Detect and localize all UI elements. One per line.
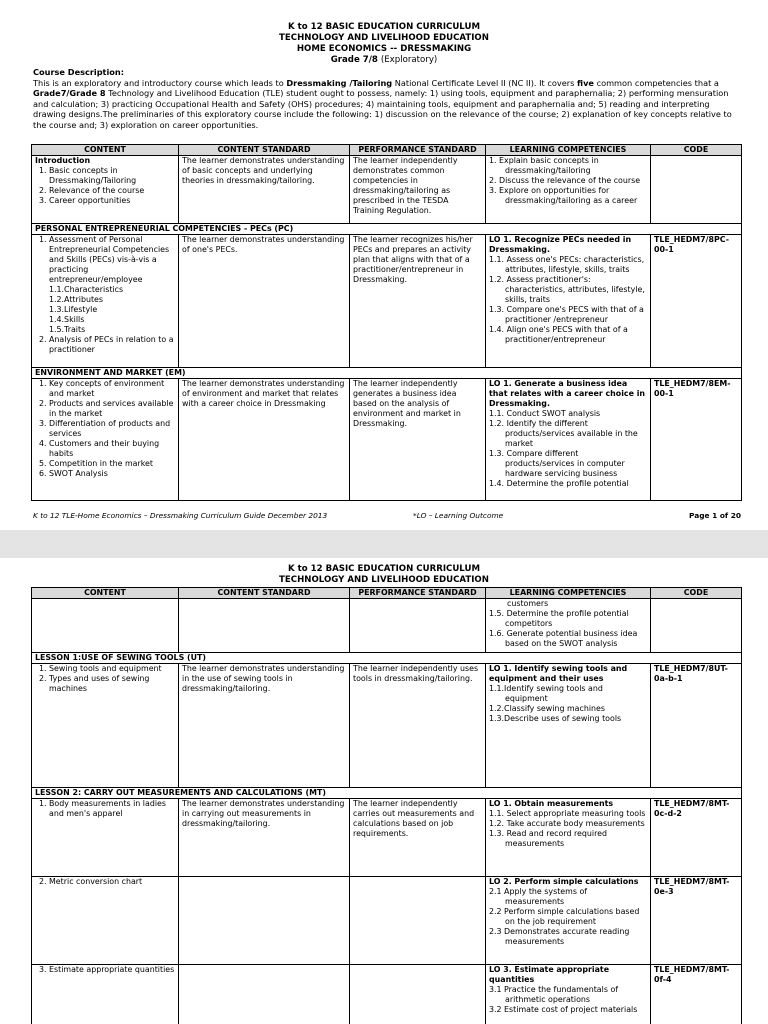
content-standard-cell: The learner demonstrates understanding of environment and market that relates with a career choice in Dressmaking: [179, 379, 350, 501]
list-item: 3. Differentiation of products and services: [49, 419, 175, 439]
list-item: customers: [507, 599, 549, 608]
learning-outcome: LO 1. Recognize PECs needed in Dressmaking.: [489, 235, 632, 254]
list-item: 2.1 Apply the systems of measurements: [489, 887, 588, 906]
footer-note: *LO – Learning Outcome: [413, 511, 504, 520]
list-item: 1.2.Classify sewing machines: [489, 704, 605, 713]
list-item: 2. Products and services available in the market: [49, 399, 175, 419]
intro-title: Introduction: [35, 156, 91, 165]
list-item: 1.2. Assess practitioner's: characteristics, attributes, lifestyle, skills, traits: [489, 275, 645, 304]
learning-outcome: LO 1. Obtain measurements: [489, 799, 614, 808]
table-row: [32, 235, 742, 368]
column-header: PERFORMANCE STANDARD: [350, 588, 486, 599]
list-item: 1.3.Describe uses of sewing tools: [489, 714, 622, 723]
content-cell: [32, 799, 179, 877]
list-item: 2. Types and uses of sewing machines: [49, 674, 175, 694]
content-cell: [32, 379, 179, 501]
list-item: 3. Career opportunities: [49, 196, 175, 206]
code-cell: [651, 599, 742, 653]
section-title: ENVIRONMENT AND MARKET (EM): [32, 368, 742, 379]
list-item: 3. Estimate appropriate quantities: [49, 965, 175, 975]
column-header: CONTENT: [32, 145, 179, 156]
list-item: 2. Relevance of the course: [49, 186, 175, 196]
learning-competencies-cell: [486, 235, 651, 368]
grade-note: (Exploratory): [380, 55, 438, 65]
item-text: Assessment of Personal Entrepreneurial Competencies and Skills (PECs) vis-à-vis a practicing entrepreneur/employee: [49, 235, 170, 284]
learning-outcome: LO 3. Estimate appropriate quantities: [489, 965, 610, 984]
content-cell: [32, 156, 179, 224]
performance-standard-cell: The learner independently uses tools in dressmaking/tailoring.: [350, 664, 486, 788]
page-gap: [0, 530, 768, 558]
list-item: 2.2 Perform simple calculations based on the job requirement: [489, 907, 640, 926]
desc-text: This is an exploratory and introductory course which leads to: [33, 77, 287, 88]
learning-competencies-cell: [486, 379, 651, 501]
list-item: 3.1 Practice the fundamentals of arithmetic operations: [489, 985, 619, 1004]
sub-list: [49, 285, 175, 335]
curriculum-table: [31, 144, 742, 501]
list-item: 2. Discuss the relevance of the course: [489, 176, 641, 185]
column-header: CODE: [651, 588, 742, 599]
list-item: 1. Basic concepts in Dressmaking/Tailoring: [49, 166, 175, 186]
content-cell: [32, 235, 179, 368]
content-cell: [32, 599, 179, 653]
learning-competencies-cell: [486, 599, 651, 653]
list-item: 2.3 Demonstrates accurate reading measurements: [489, 927, 630, 946]
column-header: CONTENT STANDARD: [179, 588, 350, 599]
list-item: 5. Competition in the market: [49, 459, 175, 469]
grade-line: [0, 55, 768, 66]
content-standard-cell: The learner demonstrates understanding in carrying out measurements in dressmaking/tailoring.: [179, 799, 350, 877]
sub-item: 1.4.Skills: [49, 315, 85, 324]
content-cell: [32, 664, 179, 788]
code-cell: TLE_HEDM7/8PC-00-1: [651, 235, 742, 368]
content-standard-cell: The learner demonstrates understanding in the use of sewing tools in dressmaking/tailoring.: [179, 664, 350, 788]
performance-standard-cell: The learner recognizes his/her PECs and prepares an activity plan that aligns with that of a practitioner/entrepreneur in Dressmaking.: [350, 235, 486, 368]
list-item: 1. Key concepts of environment and market: [49, 379, 175, 399]
table-row: [32, 877, 742, 965]
performance-standard-cell: [350, 965, 486, 1024]
column-header: CONTENT: [32, 588, 179, 599]
list-item: 1.3. Compare different products/services in computer hardware servicing business: [489, 449, 625, 478]
content-cell: [32, 965, 179, 1024]
performance-standard-cell: The learner independently demonstrates common competencies in dressmaking/tailoring as prescribed in the TESDA Training Regulation.: [350, 156, 486, 224]
performance-standard-cell: The learner independently generates a business idea based on the analysis of environment and market in Dressmaking.: [350, 379, 486, 501]
desc-bold: Dressmaking /Tailoring: [286, 77, 393, 88]
code-cell: TLE_HEDM7/8MT-0c-d-2: [651, 799, 742, 877]
desc-bold: Grade7/Grade 8: [33, 88, 106, 99]
header-line: TECHNOLOGY AND LIVELIHOOD EDUCATION: [279, 575, 489, 585]
table-row: [32, 799, 742, 877]
section-row: [32, 653, 742, 664]
list-item: 1.2. Take accurate body measurements: [489, 819, 645, 828]
grade: Grade 7/8: [330, 55, 378, 65]
column-header: CONTENT STANDARD: [179, 145, 350, 156]
desc-bold: five: [577, 77, 594, 88]
content-standard-cell: [179, 965, 350, 1024]
learning-competencies-cell: [486, 965, 651, 1024]
code-cell: TLE_HEDM7/8EM-00-1: [651, 379, 742, 501]
table-row: [32, 664, 742, 788]
learning-competencies-cell: [486, 156, 651, 224]
code-cell: TLE_HEDM7/8MT-0e-3: [651, 877, 742, 965]
list-item: 6. SWOT Analysis: [49, 469, 175, 479]
list-item: 3. Explore on opportunities for dressmaking/tailoring as a career: [489, 186, 638, 205]
learning-outcome: LO 2. Perform simple calculations: [489, 877, 639, 886]
section-title: PERSONAL ENTREPRENEURIAL COMPETENCIES - PECs (PC): [32, 224, 742, 235]
list-item: 1.2. Identify the different products/services available in the market: [489, 419, 638, 448]
content-list: [35, 166, 175, 206]
content-standard-cell: The learner demonstrates understanding of basic concepts and underlying theories in dressmaking/tailoring.: [179, 156, 350, 224]
page-header: [0, 22, 768, 66]
desc-text: common competencies that a: [593, 77, 719, 88]
list-item: 1.3. Compare one's PECS with that of a practitioner /entrepreneur: [489, 305, 644, 324]
list-item: 1. Body measurements in ladies and men's apparel: [49, 799, 175, 819]
list-item: 1.4. Determine the profile potential: [489, 479, 629, 488]
header-line: K to 12 BASIC EDUCATION CURRICULUM: [287, 564, 481, 574]
table-row: [32, 599, 742, 653]
code-cell: [651, 156, 742, 224]
list-item: 1. Sewing tools and equipment: [49, 664, 175, 674]
content-list: [35, 965, 175, 975]
table-header-row: [32, 588, 742, 599]
table-row: [32, 156, 742, 224]
list-item: 1.3. Read and record required measurements: [489, 829, 608, 848]
list-item: 2. Analysis of PECs in relation to a practitioner: [49, 335, 175, 355]
list-item: 1. Explain basic concepts in dressmaking/tailoring: [489, 156, 599, 175]
column-header: CODE: [651, 145, 742, 156]
column-header: PERFORMANCE STANDARD: [350, 145, 486, 156]
sub-item: 1.2.Attributes: [49, 295, 104, 304]
list-item: 1.1. Conduct SWOT analysis: [489, 409, 601, 418]
content-list: [35, 664, 175, 694]
table-row: [32, 965, 742, 1024]
section-row: [32, 788, 742, 799]
column-header: LEARNING COMPETENCIES: [486, 588, 651, 599]
course-description-title: Course Description:: [33, 67, 125, 77]
content-standard-cell: The learner demonstrates understanding of one's PECs.: [179, 235, 350, 368]
content-list: [35, 799, 175, 819]
table-row: [32, 379, 742, 501]
performance-standard-cell: The learner independently carries out measurements and calculations based on job requirements.: [350, 799, 486, 877]
content-list: [35, 235, 175, 355]
content-list: [35, 877, 175, 887]
content-standard-cell: [179, 877, 350, 965]
learning-competencies-cell: [486, 877, 651, 965]
list-item: 2. Metric conversion chart: [49, 877, 175, 887]
table-header-row: [32, 145, 742, 156]
section-title: LESSON 1:USE OF SEWING TOOLS (UT): [32, 653, 742, 664]
header-line: HOME ECONOMICS -- DRESSMAKING: [296, 44, 472, 54]
header-line: TECHNOLOGY AND LIVELIHOOD EDUCATION: [279, 33, 489, 43]
list-item: 4. Customers and their buying habits: [49, 439, 175, 459]
list-item: 1.1. Assess one's PECs: characteristics, attributes, lifestyle, skills, traits: [489, 255, 645, 274]
content-standard-cell: [179, 599, 350, 653]
content-list: [35, 379, 175, 479]
page-header: [0, 564, 768, 586]
list-item: 1.1. Select appropriate measuring tools: [489, 809, 646, 818]
list-item: 1.4. Align one's PECS with that of a practitioner/entrepreneur: [489, 325, 628, 344]
learning-competencies-cell: [486, 664, 651, 788]
code-cell: TLE_HEDM7/8UT-0a-b-1: [651, 664, 742, 788]
list-item: 1.5. Determine the profile potential competitors: [489, 609, 629, 628]
course-description: [33, 67, 737, 131]
content-cell: [32, 877, 179, 965]
sub-item: 1.1.Characteristics: [49, 285, 124, 294]
section-row: [32, 368, 742, 379]
list-item: 3.2 Estimate cost of project materials: [489, 1005, 638, 1014]
learning-outcome: LO 1. Generate a business idea that relates with a career choice in Dressmaking.: [489, 379, 646, 408]
code-cell: TLE_HEDM7/8MT-0f-4: [651, 965, 742, 1024]
sub-item: 1.5.Traits: [49, 325, 86, 334]
performance-standard-cell: [350, 877, 486, 965]
course-description-text: [33, 78, 737, 131]
performance-standard-cell: [350, 599, 486, 653]
header-line: K to 12 BASIC EDUCATION CURRICULUM: [287, 22, 481, 32]
column-header: LEARNING COMPETENCIES: [486, 145, 651, 156]
footer-left: K to 12 TLE-Home Economics – Dressmaking Curriculum Guide December 2013: [33, 511, 328, 520]
curriculum-table: [31, 587, 742, 1024]
section-title: LESSON 2: CARRY OUT MEASUREMENTS AND CALCULATIONS (MT): [32, 788, 742, 799]
desc-text: Technology and Livelihood Education (TLE) student ought to possess, namely: 1) using tools, equipment and paraphernalia; 2) performing mensuration and calculation; 3) practicing Occupational Health and Safety (OHS) procedures; 4) maintaining tools, equipment and paraphernalia and; 5) reading and interpreting drawing designs.The preliminaries of this exploratory course include the following: 1) discussion on the relevance of the course; 2) explanation of key concepts relative to the course and; 3) exploration on career opportunities.: [33, 88, 732, 130]
page-number: Page 1 of 20: [689, 511, 741, 520]
section-row: [32, 224, 742, 235]
sub-item: 1.3.Lifestyle: [49, 305, 98, 314]
learning-outcome: LO 1. Identify sewing tools and equipment and their uses: [489, 664, 628, 683]
list-item: 1.6. Generate potential business idea based on the SWOT analysis: [489, 629, 638, 648]
list-item: [49, 235, 175, 335]
document-page-2: [0, 558, 768, 1024]
list-item: 1.1.Identify sewing tools and equipment: [489, 684, 603, 703]
learning-competencies-cell: [486, 799, 651, 877]
desc-text: National Certificate Level II (NC II). It covers: [392, 77, 577, 88]
